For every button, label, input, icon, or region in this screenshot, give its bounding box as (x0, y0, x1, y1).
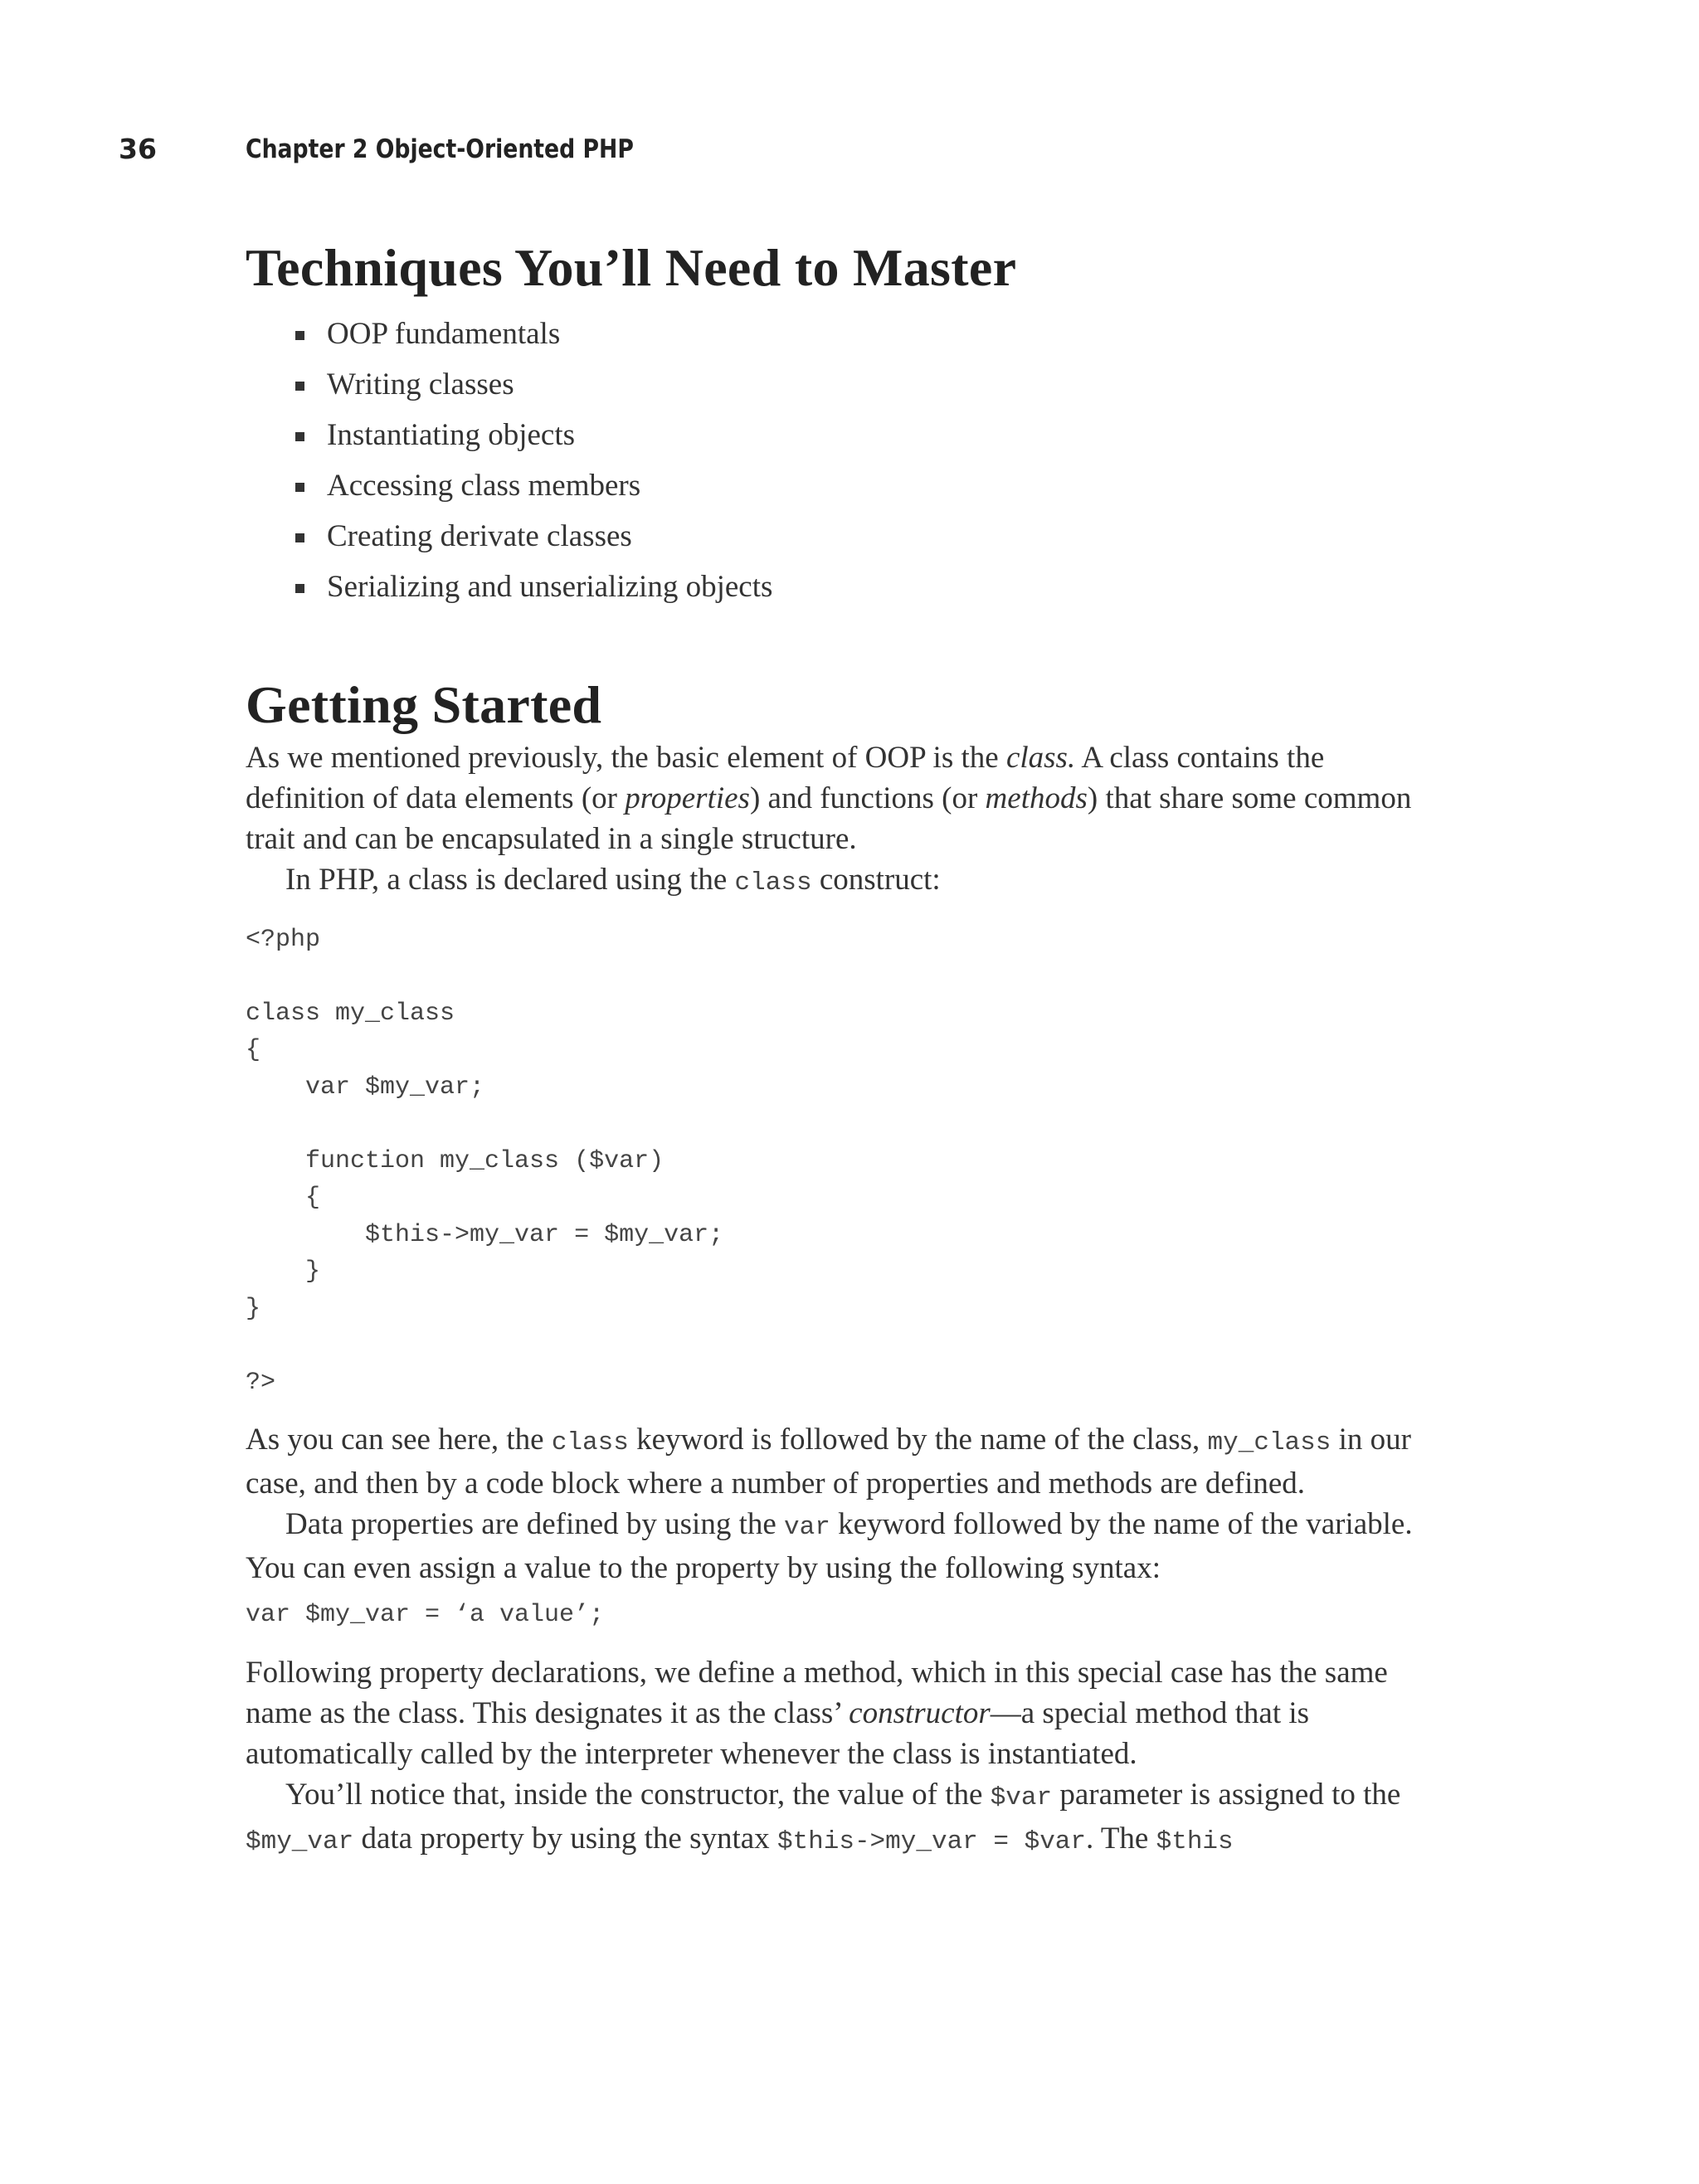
text: In PHP, a class is declared using the (285, 862, 735, 897)
paragraph-constructor (246, 1652, 1440, 1774)
text: keyword followed by the name of the variable. You can even assign a value to the property by using the following syntax: (246, 1507, 1413, 1586)
emphasis: methods (985, 781, 1088, 815)
paragraph-this-syntax (246, 1774, 1440, 1862)
square-bullet-icon (295, 331, 304, 340)
list-item-text: Creating derivate classes (327, 518, 632, 553)
list-item-text: OOP fundamentals (327, 316, 561, 351)
square-bullet-icon (295, 382, 304, 391)
techniques-heading: Techniques You’ll Need to Master (246, 238, 1017, 297)
getting-started-heading: Getting Started (246, 674, 602, 734)
techniques-list (246, 309, 1440, 612)
list-item (246, 511, 1440, 562)
list-item-text: Instantiating objects (327, 417, 576, 452)
page-number: 36 (119, 133, 157, 165)
list-item (246, 359, 1440, 410)
list-item (246, 309, 1440, 359)
inline-code: class (734, 868, 812, 897)
inline-code: class (551, 1428, 629, 1458)
square-bullet-icon (295, 432, 304, 441)
inline-code: $var (990, 1783, 1053, 1812)
text: construct: (811, 862, 941, 897)
getting-started-section (246, 674, 1440, 1862)
paragraph-class-construct (246, 859, 1440, 903)
text: keyword is followed by the name of the class, (628, 1423, 1208, 1457)
text: ) that share some common trait and can be encapsulated in a single structure. (246, 781, 1412, 856)
code-block-var-assignment: var $my_var = ‘a value’; (246, 1601, 605, 1630)
text: As you can see here, the (246, 1423, 552, 1457)
text: As we mentioned previously, the basic element of OOP is the (246, 740, 1006, 775)
text: data property by using the syntax (353, 1821, 777, 1856)
square-bullet-icon (295, 584, 304, 593)
text: A class contains the definition of data elements (or (246, 740, 1325, 815)
emphasis: properties (625, 781, 750, 815)
running-title: Chapter 2 Object-Oriented PHP (246, 134, 634, 164)
list-item (246, 460, 1440, 511)
inline-code: $my_var (246, 1826, 354, 1856)
text: parameter is assigned to the (1052, 1777, 1401, 1812)
paragraph-class-keyword (246, 1419, 1440, 1504)
list-item-text: Writing classes (327, 367, 514, 401)
list-item-text: Accessing class members (327, 468, 641, 503)
text: ) and functions (or (749, 781, 986, 815)
text: . The (1086, 1821, 1156, 1856)
text: in our case, and then by a code block where a number of properties and methods are defined. (246, 1423, 1411, 1501)
list-item-text: Serializing and unserializing objects (327, 569, 773, 604)
emphasis: constructor (849, 1695, 991, 1730)
text: Data properties are defined by using the (285, 1507, 785, 1542)
paragraph-class-intro (246, 737, 1440, 859)
list-item (246, 410, 1440, 460)
text: You’ll notice that, inside the constructor, the value of the (285, 1777, 991, 1812)
square-bullet-icon (295, 483, 304, 492)
emphasis: class. (1005, 740, 1076, 775)
inline-code: $this->my_var = $var (776, 1826, 1086, 1856)
text: —a special method that is automatically called by the interpreter whenever the class is instantiated. (246, 1695, 1310, 1771)
text: Following property declarations, we define a method, which in this special case has the same name as the class. This designates it as the class’ (246, 1655, 1388, 1730)
inline-code: my_class (1207, 1428, 1331, 1458)
page-header (0, 133, 1699, 174)
page-body (246, 236, 1440, 1862)
inline-code: $this (1156, 1826, 1234, 1856)
code-block-class-example: <?php class my_class { var $my_var; function my_class ($var) { $this->my_var = $my_var; } } ?> (246, 925, 724, 1397)
list-item (246, 562, 1440, 612)
square-bullet-icon (295, 533, 304, 542)
techniques-section (246, 236, 1440, 612)
inline-code: var (784, 1513, 830, 1543)
paragraph-data-properties (246, 1504, 1440, 1588)
